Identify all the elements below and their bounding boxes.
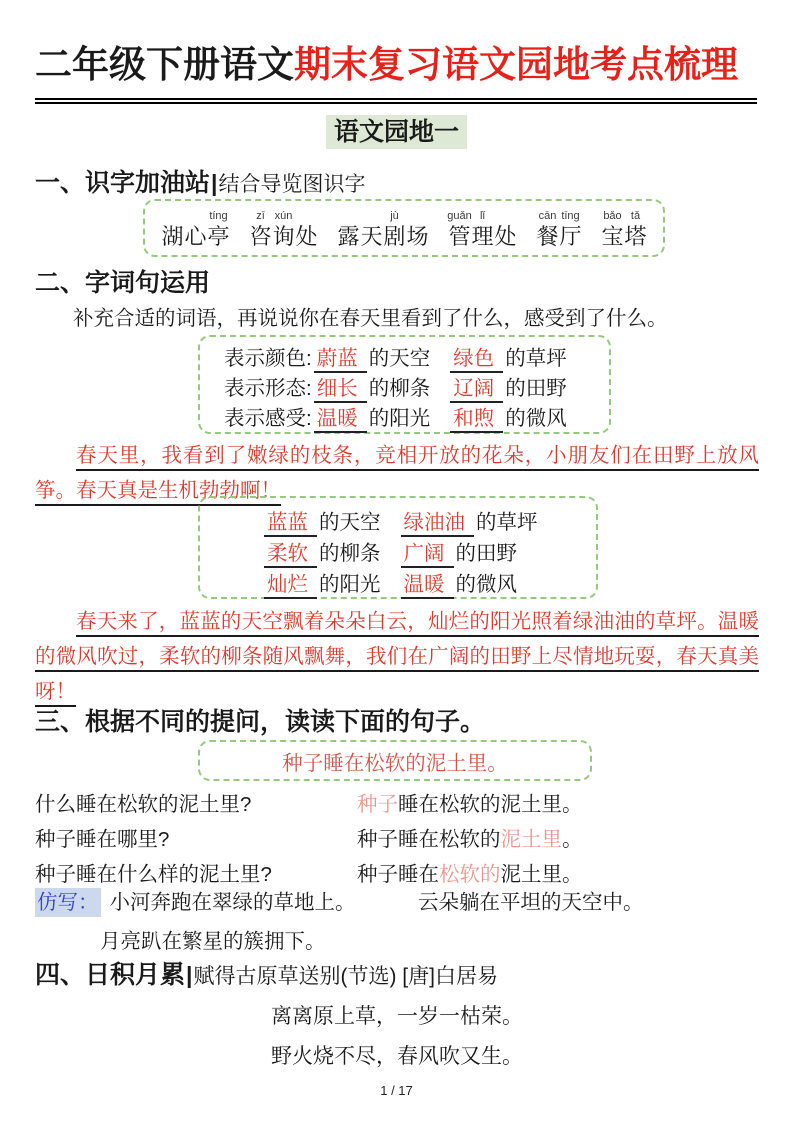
fill-blank-row (224, 344, 609, 374)
fill-blank-box-2 (198, 496, 598, 599)
poem-line: 野火烧不尽，春风吹又生。 (271, 1045, 523, 1068)
answer-text: 。 (562, 828, 583, 851)
answer-paragraph-1: 春天里，我看到了嫩绿的枝条，竞相开放的花朵，小朋友们在田野上放风筝。春天真是生机勃勃啊！ (35, 444, 759, 502)
blank-answer: 温暖 (314, 407, 367, 433)
answer-highlight: 松软的 (439, 863, 501, 886)
noun-text: 的田野 (455, 542, 517, 565)
answer-text: 种子睡在松软的 (357, 828, 501, 851)
pinyin-label: bǎo (603, 210, 622, 222)
hanzi-char: 湖 (161, 224, 184, 249)
vocab-word (448, 209, 517, 250)
blank-answer: 绿色 (450, 347, 503, 373)
pinyin-label: jù (390, 210, 399, 222)
noun-text: 的微风 (455, 573, 517, 596)
hanzi-cell (272, 209, 295, 250)
answer-cell (357, 787, 583, 822)
noun-text: 的草坪 (476, 511, 538, 534)
heading-separator: | (211, 170, 218, 196)
fill-blank-box-1 (198, 335, 611, 434)
answer-highlight: 种子 (357, 793, 398, 816)
hanzi-cell (536, 209, 559, 250)
hanzi-cell (471, 209, 494, 250)
hanzi-cell (249, 209, 272, 250)
hanzi-char: 处 (494, 224, 517, 249)
answer-cell (357, 857, 583, 892)
blank-answer: 和煦 (450, 407, 503, 433)
noun-text: 的柳条 (368, 377, 431, 400)
hanzi-char: 塔 (624, 224, 647, 249)
page-title (35, 34, 757, 104)
blank-answer: 蔚蓝 (314, 347, 367, 373)
answer-cell (357, 822, 583, 857)
pinyin-vocab-box (143, 199, 665, 257)
section2-heading (35, 263, 210, 299)
hanzi-cell (337, 209, 360, 250)
imitation-row-1 (35, 888, 759, 918)
pinyin-label: zī (256, 210, 265, 222)
hanzi-cell (494, 209, 517, 250)
vocab-word (536, 209, 582, 250)
answer-highlight: 泥土里 (500, 828, 562, 851)
hanzi-char: 天 (360, 224, 383, 249)
vocab-word (161, 209, 230, 250)
model-sentence-box (198, 740, 592, 781)
noun-text: 的田野 (505, 377, 567, 400)
section1-heading-bold: 一、识字加油站 (35, 169, 211, 197)
poem-line: 离离原上草，一岁一枯荣。 (271, 1005, 523, 1028)
answer-text: 睡在松软的泥土里。 (398, 793, 583, 816)
blank-answer: 广阔 (401, 542, 454, 568)
section4-heading-bold: 四、日积月累 (35, 961, 186, 989)
hanzi-cell (295, 209, 318, 250)
noun-text: 的阳光 (319, 573, 381, 596)
fill-blank-row (262, 507, 596, 538)
pinyin-label: guǎn (447, 210, 472, 222)
pinyin-label: cān (538, 210, 557, 222)
noun-text: 的天空 (319, 511, 381, 534)
heading-separator: | (186, 962, 193, 988)
section3-heading (35, 702, 485, 738)
fill-blank-row (224, 374, 609, 404)
hanzi-cell (207, 209, 230, 250)
imitation-label: 仿写： (35, 888, 101, 917)
section2-intro: 补充合适的词语，再说说你在春天里看到了什么，感受到了什么。 (73, 307, 668, 330)
vocab-word (601, 209, 647, 250)
question-cell: 种子睡在什么样的泥土里? (35, 863, 272, 886)
subtitle-highlight: 语文园地一 (326, 115, 467, 149)
blank-answer: 辽阔 (450, 377, 503, 403)
pinyin-label: lǐ (480, 210, 485, 222)
noun-text: 的天空 (368, 347, 431, 370)
subtitle-row (0, 112, 793, 148)
blank-answer: 灿烂 (264, 573, 317, 599)
page-number: 1 / 17 (380, 1083, 413, 1098)
hanzi-cell (406, 209, 429, 250)
blank-answer: 温暖 (401, 573, 454, 599)
imitation-sentence-3: 月亮趴在繁星的簇拥下。 (100, 930, 326, 953)
hanzi-cell (184, 209, 207, 250)
hanzi-cell (559, 209, 582, 250)
hanzi-cell (624, 209, 647, 250)
pinyin-label: tǎ (630, 210, 641, 222)
model-sentence: 种子睡在松软的泥土里。 (282, 751, 508, 775)
hanzi-char: 亭 (207, 224, 230, 249)
hanzi-char: 宝 (601, 224, 624, 249)
poem-block (35, 997, 759, 1077)
question-answer-list (35, 787, 759, 892)
hanzi-char: 场 (406, 224, 429, 249)
hanzi-char: 餐 (536, 224, 559, 249)
qa-row (35, 787, 759, 822)
hanzi-char: 处 (295, 224, 318, 249)
pinyin-label: tīng (561, 210, 580, 222)
fill-blank-row (262, 569, 596, 600)
qa-row (35, 822, 759, 857)
hanzi-char: 厅 (559, 224, 582, 249)
blank-answer: 蓝蓝 (264, 511, 317, 537)
pinyin-label: tíng (209, 210, 228, 222)
blank-answer: 绿油油 (401, 511, 475, 537)
section1-heading-rest: 结合导览图识字 (218, 173, 366, 196)
imitation-sentence-2: 云朵躺在平坦的天空中。 (418, 891, 644, 914)
noun-text: 的阳光 (368, 407, 431, 430)
hanzi-char: 理 (471, 224, 494, 249)
answer-paragraph-2: 春天来了，蓝蓝的天空飘着朵朵白云，灿烂的阳光照着绿油油的草坪。温暖的微风吹过，柔软的柳条随风飘舞，我们在广阔的田野上尽情地玩耍，春天真美呀！ (35, 610, 759, 703)
answer-text: 泥土里。 (500, 863, 583, 886)
title-black-part: 二年级下册语文 (35, 44, 294, 85)
hanzi-cell (360, 209, 383, 250)
row-label: 表示感受: (224, 407, 312, 430)
noun-text: 的微风 (505, 407, 567, 430)
hanzi-cell (383, 209, 406, 250)
section1-heading (35, 163, 365, 199)
section3-heading-text: 三、根据不同的提问，读读下面的句子。 (35, 708, 486, 736)
hanzi-char: 询 (272, 224, 295, 249)
blank-answer: 柔软 (264, 542, 317, 568)
noun-text: 的草坪 (505, 347, 567, 370)
qa-row (35, 857, 759, 892)
blank-answer: 细长 (314, 377, 367, 403)
title-red-part: 期末复习语文园地考点梳理 (294, 44, 738, 85)
question-cell: 种子睡在哪里? (35, 828, 170, 851)
noun-text: 的柳条 (319, 542, 381, 565)
fill-blank-row (224, 404, 609, 434)
section4-heading (35, 955, 498, 991)
hanzi-char: 管 (448, 224, 471, 249)
hanzi-cell (601, 209, 624, 250)
vocab-word (249, 209, 318, 250)
hanzi-char: 心 (184, 224, 207, 249)
hanzi-char: 剧 (383, 224, 406, 249)
section4-heading-rest: 赋得古原草送别(节选) [唐]白居易 (193, 965, 498, 988)
imitation-block (35, 888, 759, 957)
hanzi-cell (161, 209, 184, 250)
hanzi-char: 露 (337, 224, 360, 249)
vocab-word (337, 209, 429, 250)
imitation-sentence-1: 小河奔跑在翠绿的草地上。 (109, 891, 356, 914)
question-cell: 什么睡在松软的泥土里? (35, 793, 252, 816)
hanzi-char: 咨 (249, 224, 272, 249)
pinyin-label: xún (274, 210, 293, 222)
row-label: 表示形态: (224, 377, 312, 400)
hanzi-cell (448, 209, 471, 250)
answer-text: 种子睡在 (357, 863, 439, 886)
section2-heading-text: 二、字词句运用 (35, 269, 211, 297)
row-label: 表示颜色: (224, 347, 312, 370)
fill-blank-row (262, 538, 596, 569)
